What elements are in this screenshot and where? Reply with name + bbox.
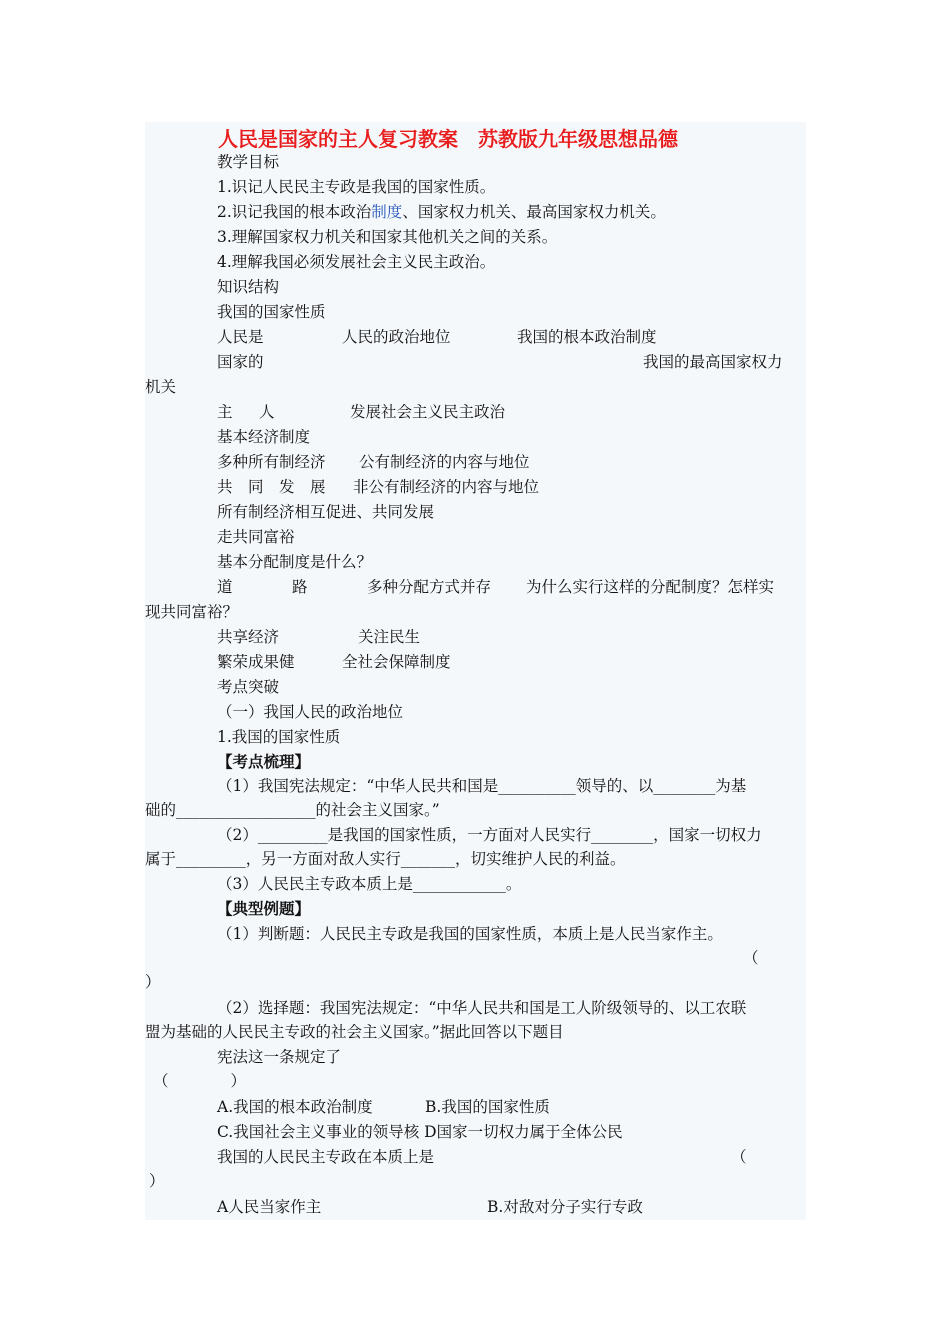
objective-2: 2.识记我国的根本政治制度、国家权力机关、最高国家权力机关。 — [217, 203, 666, 221]
structure-line: 人民是 人民的政治地位 我国的根本政治制度 — [217, 328, 657, 346]
structure-line: 我国的国家性质 — [217, 303, 326, 321]
question: （ ） — [153, 1072, 247, 1090]
structure-line: 道 路 多种分配方式并存 为什么实行这样的分配制度？怎样实 — [217, 578, 775, 596]
structure-line: 多种所有制经济 公有制经济的内容与地位 — [217, 453, 530, 471]
structure-line: 现共同富裕？ — [145, 603, 239, 621]
question: 宪法这一条规定了 — [217, 1048, 342, 1066]
system-link[interactable]: 制度 — [371, 203, 403, 221]
question: 我国的人民民主专政在本质上是 （ — [217, 1148, 747, 1166]
objectives-heading: 教学目标 — [217, 153, 280, 171]
structure-line: 国家的 我国的最高国家权力 — [217, 353, 783, 371]
structure-line: 走共同富裕 — [217, 528, 295, 546]
example-item: （ — [743, 949, 759, 967]
example-heading: 【典型例题】 — [217, 899, 311, 918]
document-page — [145, 122, 806, 1220]
structure-line: 基本分配制度是什么？ — [217, 553, 373, 571]
section-heading: （一）我国人民的政治地位 — [217, 703, 404, 721]
review-item: 础的__________________的社会主义国家。” — [145, 801, 440, 819]
example-item: （1）判断题：人民民主专政是我国的国家性质，本质上是人民当家作主。 — [217, 925, 723, 943]
structure-line: 共享经济 关注民生 — [217, 628, 421, 646]
objective-4: 4.理解我国必须发展社会主义民主政治。 — [217, 253, 496, 271]
exam-heading: 考点突破 — [217, 678, 280, 696]
question: ） — [149, 1172, 165, 1190]
objective-3: 3.理解国家权力机关和国家其他机关之间的关系。 — [217, 228, 558, 246]
structure-line: 机关 — [145, 378, 177, 396]
question-options: A.我国的根本政治制度 B.我国的国家性质 — [217, 1098, 550, 1116]
objective-1: 1.识记人民民主专政是我国的国家性质。 — [217, 178, 496, 196]
question-options: A人民当家作主 B.对敌对分子实行专政 — [217, 1198, 643, 1216]
review-item: （1）我国宪法规定：“中华人民共和国是__________领导的、以________为基 — [217, 777, 747, 795]
review-item: （3）人民民主专政本质上是____________。 — [217, 875, 522, 893]
example-item: ） — [145, 973, 161, 991]
example-item: （2）选择题：我国宪法规定：“中华人民共和国是工人阶级领导的、以工农联 — [217, 999, 747, 1017]
review-heading: 【考点梳理】 — [217, 752, 311, 771]
structure-line: 繁荣成果健 全社会保障制度 — [217, 653, 451, 671]
subsection-heading: 1.我国的国家性质 — [217, 728, 341, 746]
structure-line: 所有制经济相互促进、共同发展 — [217, 503, 435, 521]
structure-line: 共 同 发 展 非公有制经济的内容与地位 — [217, 478, 540, 496]
example-item: 盟为基础的人民民主专政的社会主义国家。”据此回答以下题目 — [145, 1023, 564, 1041]
structure-heading: 知识结构 — [217, 278, 280, 296]
review-item: （2）_________是我国的国家性质，一方面对人民实行________，国家一切权力 — [217, 826, 762, 844]
question-options: C.我国社会主义事业的领导核 D国家一切权力属于全体公民 — [217, 1123, 623, 1141]
structure-line: 主 人 发展社会主义民主政治 — [217, 403, 506, 421]
review-item: 属于_________，另一方面对敌人实行_______，切实维护人民的利益。 — [145, 850, 626, 868]
structure-line: 基本经济制度 — [217, 428, 311, 446]
document-title: 人民是国家的主人复习教案 苏教版九年级思想品德 — [218, 127, 678, 151]
